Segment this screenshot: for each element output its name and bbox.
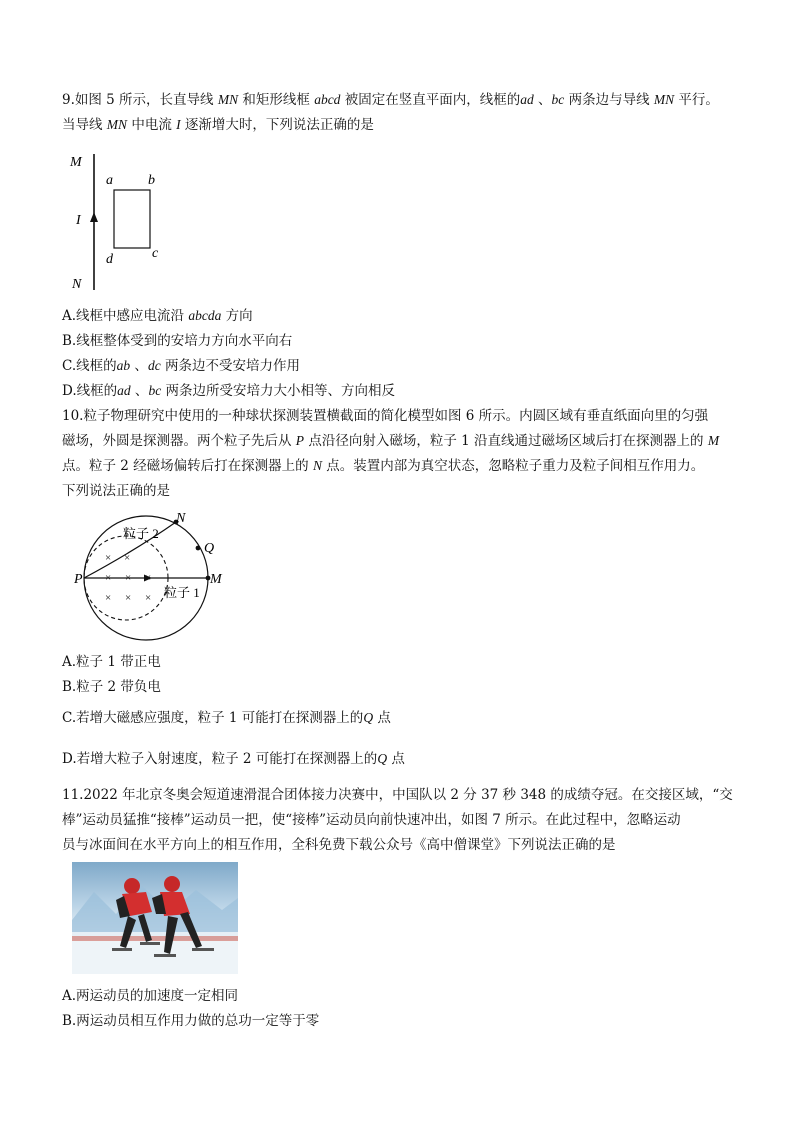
q11-option-b: B.两运动员相互作用力做的总功一定等于零 — [62, 1013, 320, 1029]
skater-helmet-icon — [124, 878, 140, 894]
label-p: P — [74, 572, 83, 587]
q10-option-c: C.若增大磁感应强度，粒子 1 可能打在探测器上的Q 点 — [62, 710, 391, 726]
q10-stem-line-3: 点。粒子 2 经磁场偏转后打在探测器上的 N 点。装置内部为真空状态，忽略粒子重力及粒子间相互作用力。 — [62, 458, 705, 474]
q10-stem-line-1: 10.粒子物理研究中使用的一种球状探测装置横截面的简化模型如图 6 所示。内圆区域有垂直纸面向里的匀强 — [62, 408, 709, 424]
q10-option-d: D.若增大粒子入射速度，粒子 2 可能打在探测器上的Q 点 — [62, 751, 405, 767]
label-current: I — [76, 213, 81, 228]
q9-option-a: A.线框中感应电流沿 abcda 方向 — [62, 308, 253, 324]
q11-stem-line-2: 棒”运动员猛推“接棒”运动员一把，使“接棒”运动员向前快速冲出，如图 7 所示。在此过程中，忽略运动 — [62, 812, 681, 828]
q11-stem-line-1: 11.2022 年北京冬奥会短道速滑混合团体接力决赛中，中国队以 2 分 37 秒 348 的成绩夺冠。在交接区域，“交 — [62, 787, 733, 803]
figure-6-detector — [74, 508, 244, 648]
q9-option-d: D.线框的ad 、bc 两条边所受安培力大小相等、方向相反 — [62, 383, 395, 399]
current-arrow-icon — [90, 212, 98, 222]
q10-option-b: B.粒子 2 带负电 — [62, 679, 161, 695]
q10-option-a: A.粒子 1 带正电 — [62, 654, 161, 670]
figure-7-speed-skating-photo — [72, 862, 238, 974]
label-d: d — [106, 252, 113, 267]
label-n: N — [72, 277, 82, 292]
figure-5-wire-and-loop — [66, 148, 186, 296]
q11-stem-line-3: 员与冰面间在水平方向上的相互作用，全科免费下载公众号《高中僧课堂》下列说法正确的是 — [62, 837, 616, 853]
field-cross: × — [145, 592, 152, 604]
field-cross: × — [125, 572, 132, 584]
q10-stem-line-4: 下列说法正确的是 — [62, 483, 170, 499]
label-particle-2: 粒子 2 — [123, 526, 159, 541]
skaters-illustration — [72, 862, 238, 974]
label-m: M — [70, 155, 82, 170]
label-m: M — [210, 572, 222, 587]
q9-option-c: C.线框的ab 、dc 两条边不受安培力作用 — [62, 358, 300, 374]
field-cross: × — [105, 552, 112, 564]
q9-stem-line-1: 9.如图 5 所示，长直导线 MN 和矩形线框 abcd 被固定在竖直平面内，线框的ad 、bc 两条边与导线 MN 平行。 — [62, 92, 719, 108]
label-q: Q — [204, 541, 215, 556]
label-particle-1: 粒子 1 — [164, 585, 200, 600]
q11-option-a: A.两运动员的加速度一定相同 — [62, 988, 239, 1004]
label-a: a — [106, 173, 113, 188]
label-c: c — [152, 246, 159, 261]
label-b: b — [148, 173, 155, 188]
loop-abcd — [114, 190, 150, 248]
q9-option-b: B.线框整体受到的安培力方向水平向右 — [62, 333, 293, 349]
field-cross: × — [124, 552, 131, 564]
field-cross: × — [105, 592, 112, 604]
field-cross: × — [145, 572, 152, 584]
q10-stem-line-2: 磁场，外圆是探测器。两个粒子先后从 P 点沿径向射入磁场，粒子 1 沿直线通过磁场区域后打在探测器上的 M — [62, 433, 720, 449]
skater-helmet-icon — [164, 876, 180, 892]
field-cross: × — [125, 592, 132, 604]
q9-stem-line-2: 当导线 MN 中电流 I 逐渐增大时，下列说法正确的是 — [62, 117, 374, 133]
point-q-dot — [196, 546, 201, 551]
label-n: N — [176, 511, 186, 526]
field-cross: × — [105, 572, 112, 584]
